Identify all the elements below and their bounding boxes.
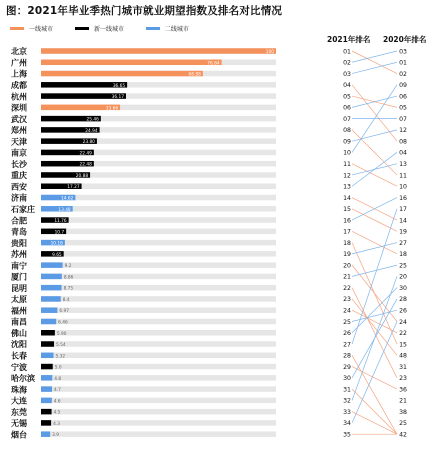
city-label: 西安 (11, 182, 27, 192)
rank-2020-label: 16 (399, 194, 407, 202)
bar (41, 398, 52, 404)
rank-2020-label: 06 (399, 93, 407, 101)
bar-track (41, 386, 276, 392)
rank-change-line (352, 288, 397, 378)
bar-value-label: 4.3 (53, 421, 60, 427)
bar-value-label: 36.17 (111, 95, 124, 101)
rank-2021-label: 21 (343, 273, 351, 281)
rank-change-line (352, 85, 397, 141)
bar-track (41, 319, 276, 325)
bar-value-label: 9.2 (64, 264, 72, 270)
bar-value-label: 4.8 (54, 376, 62, 382)
rank-2021-label: 01 (343, 48, 351, 56)
city-label: 广州 (11, 58, 27, 68)
bar-value-label: 23.80 (82, 140, 95, 146)
bar (41, 274, 62, 280)
rank-2020-label: 09 (399, 82, 407, 90)
city-label: 北京 (11, 47, 27, 57)
city-label: 昆明 (11, 283, 27, 293)
rank-2021-label: 27 (343, 341, 351, 349)
rank-2020-label: 31 (399, 363, 407, 371)
bar-track (41, 217, 276, 223)
rank-change-line (352, 321, 397, 422)
city-label: 武汉 (11, 114, 27, 124)
rank-2021-label: 15 (343, 206, 351, 214)
city-label: 南宁 (11, 261, 27, 271)
rank-2021-label: 07 (343, 115, 351, 123)
rank-2020-label: 15 (399, 341, 407, 349)
rank-change-line (352, 209, 397, 344)
city-label: 深圳 (11, 103, 27, 113)
bar-value-label: 33.66 (105, 106, 119, 112)
city-label: 烟台 (11, 430, 27, 440)
bar (41, 409, 52, 415)
rank-2021-label: 31 (343, 386, 351, 394)
rank-2020-label: 25 (399, 420, 407, 428)
city-label: 南昌 (11, 317, 27, 327)
rank-2021-label: 05 (343, 93, 351, 101)
rank-2020-label: 13 (399, 161, 407, 168)
bar-value-label: 5.54 (56, 343, 66, 349)
bar-track (41, 251, 276, 256)
rank-change-line (352, 164, 397, 187)
rank-change-line (352, 130, 397, 175)
rank-2021-label: 10 (343, 149, 351, 157)
bar-value-label: 68.88 (188, 72, 201, 78)
rank-2020-label: 36 (399, 386, 407, 394)
rank-2020-label: 01 (399, 59, 407, 67)
bar-track (41, 206, 276, 212)
bar (41, 420, 51, 426)
city-label: 无锡 (11, 419, 27, 429)
city-label: 成都 (11, 81, 27, 91)
rank-2021-label: 26 (343, 330, 351, 338)
rank-2020-label: 07 (399, 115, 407, 123)
bar-value-label: 3.9 (52, 433, 60, 439)
rank-change-line (352, 231, 397, 254)
bar (41, 330, 55, 336)
bar-track (41, 341, 276, 347)
rank-change-line (352, 265, 397, 321)
bar (41, 48, 276, 54)
city-label: 珠海 (11, 385, 27, 395)
bar-value-label: 14.62 (61, 196, 74, 202)
bar-value-label: 24.94 (85, 128, 98, 134)
bar-value-label: 6.97 (59, 309, 69, 315)
rank-2020-label: 24 (399, 318, 407, 326)
rank-change-line (352, 367, 397, 390)
bar-value-label: 9.65 (52, 252, 62, 258)
bar-value-label: 25.46 (86, 117, 99, 123)
rank-2020-label: 12 (399, 127, 407, 135)
bar-track (41, 274, 276, 280)
rank-2020-label: 27 (399, 239, 407, 247)
bar-track (41, 262, 276, 268)
bar (41, 375, 52, 381)
rank-2020-label: 14 (399, 217, 407, 225)
rank-2021-label: 29 (343, 363, 351, 371)
legend-label-new-tier1: 新一线城市 (93, 26, 124, 33)
bar-value-label: 13.48 (58, 207, 71, 213)
rank-2021-label: 34 (343, 420, 351, 428)
rank-2021-label: 35 (343, 431, 351, 439)
rank-2021-label: 11 (343, 161, 351, 168)
rank-2020-label: 03 (399, 48, 407, 56)
rank-2021-label: 23 (343, 296, 351, 304)
bar-value-label: 36.65 (112, 83, 126, 89)
bar (41, 319, 56, 325)
bar (41, 285, 62, 291)
rank-change-line (352, 389, 397, 434)
rank-2020-label: 28 (399, 296, 407, 304)
bar-value-label: 22.49 (79, 151, 92, 157)
bar-value-label: 5.0 (54, 365, 62, 371)
legend-label-tier2: 二线城市 (164, 26, 189, 33)
rank-2021-label: 32 (343, 397, 351, 405)
city-label: 苏州 (11, 250, 27, 260)
bar-value-label: 100 (265, 50, 274, 55)
bar-value-label: 11.76 (54, 219, 67, 225)
bar-value-label: 4.6 (53, 399, 61, 405)
rank-2020-label: 02 (399, 70, 407, 78)
rank-change-line (352, 62, 397, 73)
rank-2020-header: 2020年排名 (383, 35, 427, 44)
rank-2021-label: 25 (343, 318, 351, 326)
city-label: 东莞 (11, 407, 27, 417)
rank-2021-label: 18 (343, 239, 351, 247)
city-label: 长春 (11, 351, 27, 361)
rank-change-line (352, 299, 397, 355)
city-label: 杭州 (11, 92, 27, 102)
rank-2021-header: 2021年排名 (327, 35, 371, 44)
city-label: 太原 (11, 295, 27, 305)
city-label: 上海 (11, 69, 27, 79)
rank-change-line (352, 355, 397, 434)
rank-change-line (352, 51, 397, 74)
city-label: 青岛 (11, 227, 27, 237)
bar (41, 60, 222, 66)
rank-2021-label: 22 (343, 284, 351, 292)
rank-change-line (352, 152, 397, 186)
city-label: 重庆 (11, 171, 27, 181)
bar-track (41, 375, 276, 381)
bar-track (41, 330, 276, 336)
city-label: 石家庄 (11, 204, 35, 214)
bar-track (41, 431, 276, 437)
city-label: 福州 (11, 306, 27, 316)
bar (41, 386, 52, 392)
bar-track (41, 409, 276, 415)
city-label: 哈尔滨 (11, 374, 35, 384)
bar-value-label: 6.46 (58, 320, 68, 326)
rank-2021-label: 24 (343, 307, 351, 315)
bar-value-label: 5.32 (55, 354, 66, 360)
rank-change-line (352, 51, 397, 62)
rank-2021-label: 33 (343, 408, 351, 416)
city-label: 沈阳 (11, 340, 27, 350)
rank-2021-label: 02 (343, 59, 351, 67)
rank-2020-label: 04 (399, 149, 407, 157)
city-label: 郑州 (11, 126, 27, 136)
bar-value-label: 20.88 (75, 173, 89, 179)
rank-2021-label: 19 (343, 251, 351, 259)
rank-change-line (352, 209, 397, 232)
rank-2020-label: 42 (399, 431, 407, 439)
rank-2020-label: 23 (399, 375, 407, 383)
rank-2021-label: 17 (343, 228, 351, 236)
rank-2020-label: 18 (399, 251, 407, 259)
rank-2021-label: 08 (343, 127, 351, 135)
bar (41, 307, 57, 313)
bar (41, 341, 54, 347)
bar-track (41, 229, 276, 235)
city-label: 长沙 (11, 159, 27, 169)
bar-value-label: 10.16 (50, 241, 63, 247)
rank-2020-label: 10 (399, 183, 407, 191)
city-label: 佛山 (11, 328, 27, 338)
city-label: 南京 (11, 148, 27, 158)
rank-2020-label: 25 (399, 262, 407, 270)
rank-2020-label: 20 (399, 273, 407, 281)
city-label: 合肥 (11, 216, 27, 226)
bar-track (41, 398, 276, 404)
rank-change-line (352, 276, 397, 400)
rank-2020-label: 38 (399, 408, 407, 416)
bar-value-label: 10.7 (54, 230, 65, 236)
rank-2020-label: 22 (399, 330, 407, 338)
bar-value-label: 8.4 (62, 297, 70, 303)
rank-change-line (352, 310, 397, 333)
bar-value-label: 17.27 (67, 185, 80, 191)
rank-2021-label: 20 (343, 262, 351, 270)
rank-2021-label: 30 (343, 375, 351, 383)
bar-track (41, 364, 276, 370)
legend-label-tier1: 一线城市 (29, 26, 54, 33)
bar-track (41, 195, 276, 201)
bar-track (41, 353, 276, 359)
bar-track (41, 240, 276, 246)
rank-2021-label: 04 (343, 82, 351, 90)
rank-2021-label: 09 (343, 138, 351, 146)
bar-track (41, 296, 276, 302)
bar (41, 262, 63, 268)
bar-track (41, 307, 276, 313)
bar (41, 71, 203, 77)
city-label: 济南 (11, 193, 27, 203)
rank-2021-label: 03 (343, 70, 351, 78)
bar-value-label: 4.5 (53, 410, 61, 416)
city-label: 贵阳 (11, 238, 27, 248)
rank-2021-label: 14 (343, 194, 351, 202)
bar-value-label: 4.7 (54, 388, 61, 394)
bar-value-label: 5.90 (56, 331, 67, 337)
rank-2021-label: 12 (343, 172, 351, 180)
rank-2021-label: 28 (343, 352, 351, 360)
city-label: 厦门 (11, 272, 27, 282)
city-label: 宁波 (11, 362, 27, 372)
bar (41, 296, 61, 302)
rank-2020-label: 21 (399, 397, 407, 405)
rank-2020-label: 48 (399, 352, 407, 360)
bar-value-label: 76.84 (207, 61, 220, 67)
rank-2020-label: 19 (399, 228, 407, 236)
chart-title: 图：2021年毕业季热门城市就业期望指数及排名对比情况 (6, 5, 283, 17)
rank-2021-label: 13 (343, 183, 351, 191)
rank-2020-label: 05 (399, 104, 407, 112)
city-label: 大连 (11, 396, 27, 406)
rank-change-line (352, 243, 397, 254)
bar (41, 353, 54, 359)
city-label: 天津 (11, 137, 27, 147)
bar-track (41, 285, 276, 291)
rank-change-line (352, 265, 397, 276)
bar (41, 431, 50, 437)
bar-value-label: 22.48 (79, 162, 92, 168)
rank-2020-label: 26 (399, 307, 407, 315)
bar-value-label: 8.86 (63, 275, 74, 281)
bar-value-label: 8.75 (63, 286, 74, 292)
rank-2020-label: 11 (399, 172, 407, 180)
rank-change-line (352, 130, 397, 141)
bar-track (41, 420, 276, 426)
rank-change-line (352, 310, 397, 321)
bar (41, 364, 53, 370)
rank-2021-label: 16 (343, 217, 351, 225)
rank-2021-label: 06 (343, 104, 351, 112)
rank-2020-label: 08 (399, 138, 407, 146)
rank-2020-label: 30 (399, 284, 407, 292)
rank-2020-label: 17 (399, 206, 407, 214)
